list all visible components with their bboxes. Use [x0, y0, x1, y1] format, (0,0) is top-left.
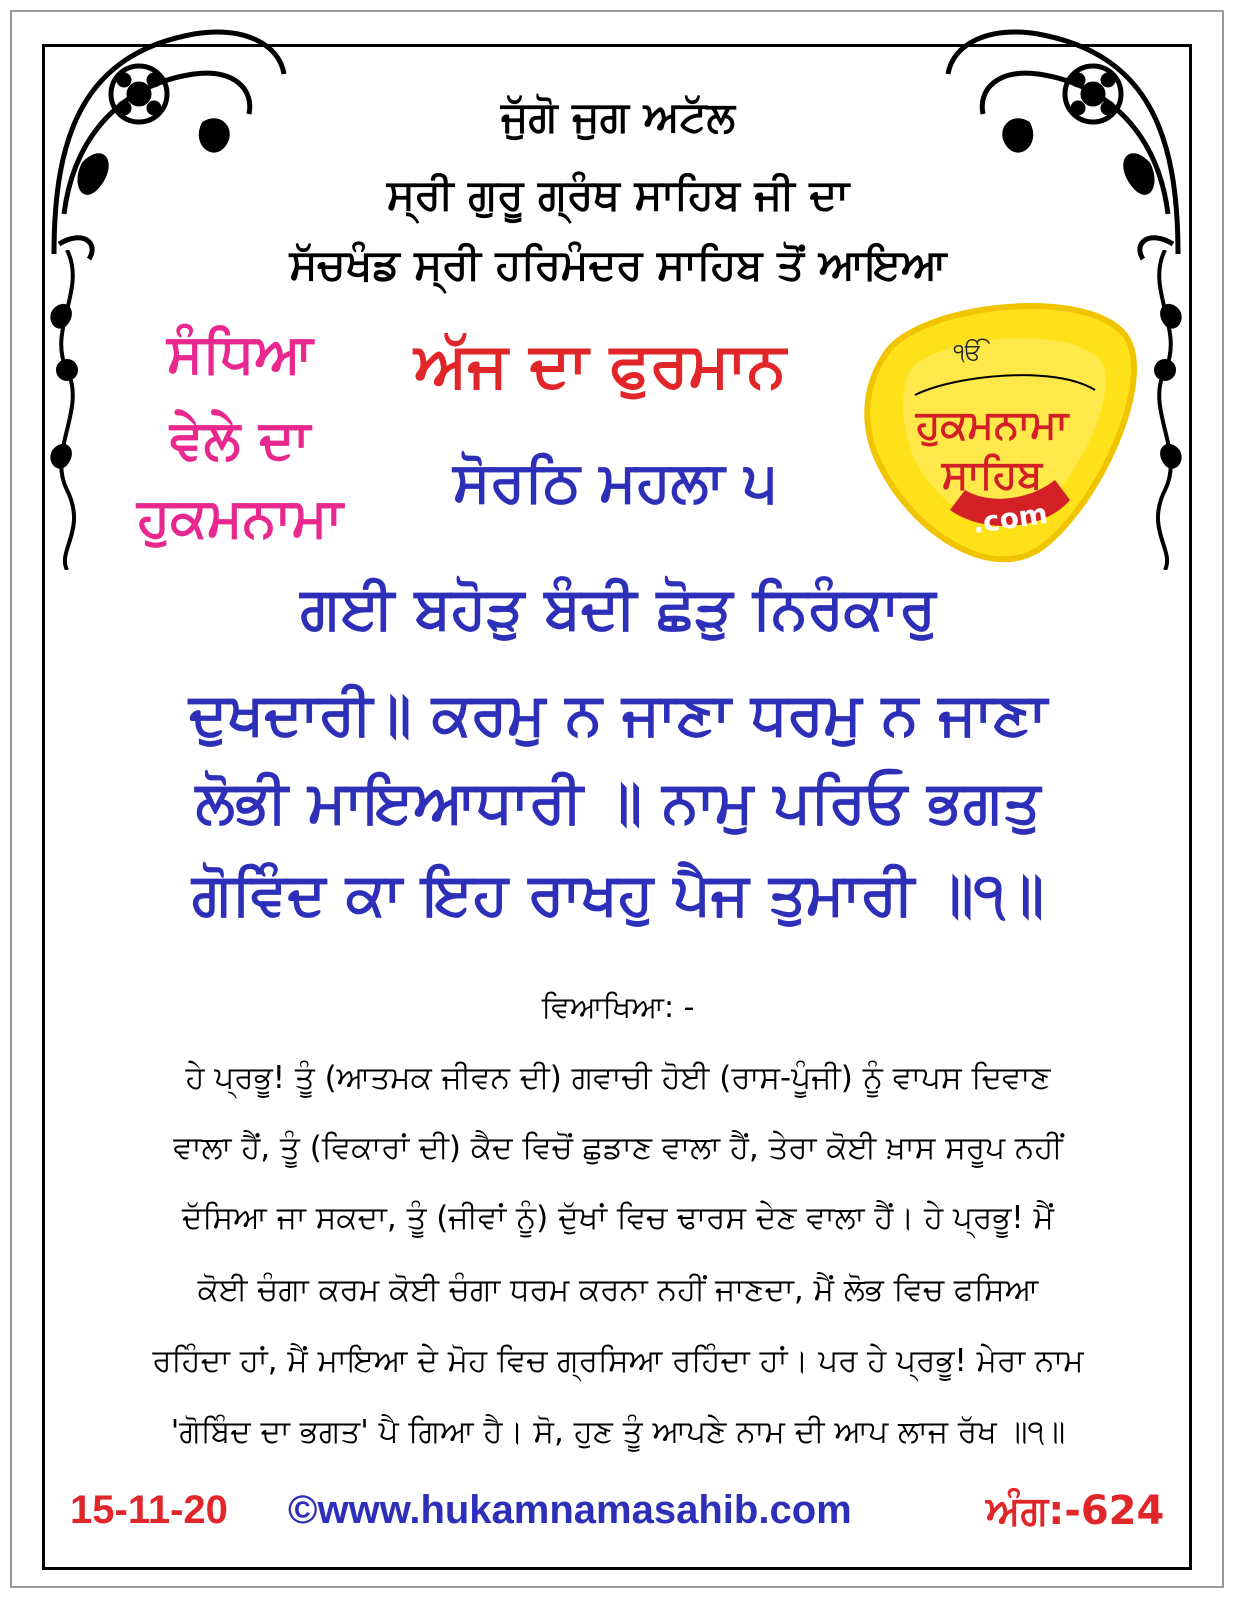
logo-text-line-2: ਸਾਹਿਬ [941, 452, 1043, 498]
sandhya-line-3: ਹੁਕਮਨਾਮਾ [137, 486, 343, 549]
footer-ang: ਅੰਗ:-624 [986, 1488, 1165, 1534]
footer-website-link[interactable]: ©www.hukamnamasahib.com [288, 1488, 852, 1532]
shabad-line-2: ਦੁਖਦਾਰੀ॥ ਕਰਮੁ ਨ ਜਾਣਾ ਧਰਮੁ ਨ ਜਾਣਾ [188, 680, 1048, 748]
page-title: ਅੱਜ ਦਾ ਫੁਰਮਾਨ [414, 328, 786, 401]
explanation-line-5: ਰਹਿੰਦਾ ਹਾਂ, ਮੈਂ ਮਾਇਆ ਦੇ ਮੋਹ ਵਿਚ ਗ੍ਰਸਿਆ ਰਹਿੰਦਾ ਹਾਂ। ਪਰ ਹੇ ਪ੍ਰਭੂ! ਮੇਰਾ ਨਾਮ [152, 1343, 1084, 1379]
shabad-line-1: ਗਈ ਬਹੋੜੁ ਬੰਦੀ ਛੋੜੁ ਨਿਰੰਕਾਰੁ [300, 574, 936, 642]
shabad-line-3: ਲੋਭੀ ਮਾਇਆਧਾਰੀ ॥ ਨਾਮੁ ਪਰਿਓ ਭਗਤੁ [195, 768, 1041, 836]
side-ornament-right [1145, 250, 1185, 570]
logo-text-line-1: ਹੁਕਮਨਾਮਾ [915, 402, 1069, 448]
shabad-line-4: ਗੋਵਿੰਦ ਕਾ ਇਹ ਰਾਖਹੁ ਪੈਜ ਤੁਮਾਰੀ ॥੧॥ [191, 860, 1045, 928]
heading-line-3: ਸੱਚਖੰਡ ਸ੍ਰੀ ਹਰਿਮੰਦਰ ਸਾਹਿਬ ਤੋਂ ਆਇਆ [289, 240, 947, 289]
explanation-line-6: 'ਗੋਬਿੰਦ ਦਾ ਭਗਤ' ਪੈ ਗਿਆ ਹੈ। ਸੋ, ਹੁਣ ਤੂੰ ਆਪਣੇ ਨਾਮ ਦੀ ਆਪ ਲਾਜ ਰੱਖ ॥੧॥ [170, 1414, 1066, 1450]
ek-onkar-symbol: ੴ [953, 338, 983, 366]
sandhya-line-2: ਵੇਲੇ ਦਾ [169, 408, 311, 471]
vyakhia-label: ਵਿਆਖਿਆ: - [541, 990, 695, 1025]
footer-date: 15-11-20 [70, 1488, 228, 1532]
side-ornament-left [47, 250, 87, 570]
logo-com-suffix: .com [970, 496, 1050, 541]
raag-title: ਸੋਰਠਿ ਮਹਲਾ ੫ [453, 450, 777, 515]
explanation-line-2: ਵਾਲਾ ਹੈਂ, ਤੂੰ (ਵਿਕਾਰਾਂ ਦੀ) ਕੈਦ ਵਿਚੋਂ ਛੁਡਾਣ ਵਾਲਾ ਹੈਂ, ਤੇਰਾ ਕੋਈ ਖ਼ਾਸ ਸਰੂਪ ਨਹੀਂ [173, 1130, 1063, 1166]
heading-line-1: ਜੁੱਗੋ ਜੁਗ ਅਟੱਲ [501, 92, 735, 141]
heading-line-2: ਸ੍ਰੀ ਗੁਰੂ ਗ੍ਰੰਥ ਸਾਹਿਬ ਜੀ ਦਾ [386, 170, 850, 219]
explanation-line-4: ਕੋਈ ਚੰਗਾ ਕਰਮ ਕੋਈ ਚੰਗਾ ਧਰਮ ਕਰਨਾ ਨਹੀਂ ਜਾਣਦਾ, ਮੈਂ ਲੋਭ ਵਿਚ ਫਸਿਆ [197, 1272, 1039, 1308]
explanation-line-1: ਹੇ ਪ੍ਰਭੂ! ਤੂੰ (ਆਤਮਕ ਜੀਵਨ ਦੀ) ਗਵਾਚੀ ਹੋਈ (ਰਾਸ-ਪੂੰਜੀ) ਨੂੰ ਵਾਪਸ ਦਿਵਾਣ [185, 1060, 1051, 1096]
explanation-line-3: ਦੱਸਿਆ ਜਾ ਸਕਦਾ, ਤੂੰ (ਜੀਵਾਂ ਨੂੰ) ਦੁੱਖਾਂ ਵਿਚ ਢਾਰਸ ਦੇਣ ਵਾਲਾ ਹੈਂ। ਹੇ ਪ੍ਰਭੂ! ਮੈਂ [182, 1200, 1054, 1236]
sandhya-line-1: ਸੰਧਿਆ [166, 322, 314, 385]
